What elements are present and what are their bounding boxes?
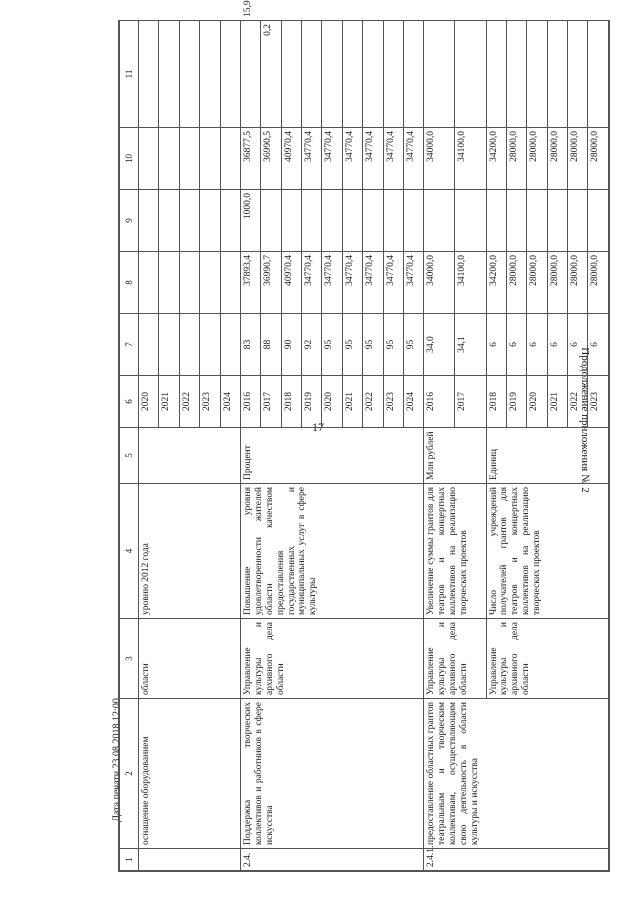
total-funding-cell: 40970,4 xyxy=(281,252,301,314)
column-number: 6 xyxy=(120,376,139,428)
indicator-value-cell: 88 xyxy=(261,314,281,376)
funding-col10-cell xyxy=(342,21,362,128)
column-number: 8 xyxy=(120,252,139,314)
funding-col9-cell: 28000,0 xyxy=(568,128,588,190)
total-funding-cell: 34770,4 xyxy=(383,252,403,314)
year-cell: 2017 xyxy=(455,376,486,428)
funding-col9-cell xyxy=(159,128,179,190)
funding-col8-cell xyxy=(200,190,220,252)
funding-col9-cell: 36877,5 xyxy=(240,128,260,190)
indicator-cell: Увеличение суммы грантов для театров и концертных коллективов на реализацию творческих проектов xyxy=(424,484,486,619)
total-funding-cell: 34200,0 xyxy=(486,252,506,314)
indicator-value-cell xyxy=(200,314,220,376)
year-cell: 2019 xyxy=(506,376,526,428)
funding-col8-cell xyxy=(506,190,526,252)
funding-col10-cell xyxy=(527,21,547,128)
number-cell xyxy=(139,849,241,871)
indicator-value-cell: 83 xyxy=(240,314,260,376)
funding-col8-cell xyxy=(383,190,403,252)
year-cell: 2020 xyxy=(527,376,547,428)
funding-col8-cell xyxy=(363,190,383,252)
funding-col8-cell xyxy=(139,190,159,252)
year-cell: 2016 xyxy=(424,376,455,428)
indicator-value-cell: 6 xyxy=(486,314,506,376)
funding-col8-cell xyxy=(486,190,506,252)
indicator-cell: Число учреждений получателей грантов для театров и концертных коллективов на реализацию творческих проектов xyxy=(486,484,608,619)
funding-col10-cell xyxy=(383,21,403,128)
funding-col9-cell: 28000,0 xyxy=(506,128,526,190)
funding-col8-cell xyxy=(547,190,567,252)
funding-col9-cell: 34770,4 xyxy=(403,128,423,190)
total-funding-cell: 28000,0 xyxy=(506,252,526,314)
total-funding-cell xyxy=(200,252,220,314)
indicator-value-cell: 92 xyxy=(302,314,322,376)
indicator-value-cell xyxy=(179,314,199,376)
funding-col8-cell xyxy=(322,190,342,252)
funding-col8-cell xyxy=(342,190,362,252)
total-funding-cell: 34770,4 xyxy=(322,252,342,314)
funding-col9-cell: 40970,4 xyxy=(281,128,301,190)
appendix-label: Продолжение приложения № 2 xyxy=(579,347,591,493)
funding-col10-cell xyxy=(424,21,455,128)
executor-cell: Управление культуры и архивного дела области xyxy=(486,619,608,699)
unit-cell: Единиц xyxy=(486,428,608,484)
funding-col10-cell xyxy=(302,21,322,128)
funding-col9-cell: 34000,0 xyxy=(424,128,455,190)
total-funding-cell xyxy=(159,252,179,314)
year-cell: 2024 xyxy=(403,376,423,428)
column-number: 2 xyxy=(120,699,139,849)
funding-col9-cell: 34770,4 xyxy=(363,128,383,190)
indicator-value-cell: 95 xyxy=(342,314,362,376)
funding-col10-cell xyxy=(403,21,423,128)
column-number: 1 xyxy=(120,849,139,871)
funding-col8-cell xyxy=(220,190,240,252)
column-number: 3 xyxy=(120,619,139,699)
funding-col10-cell xyxy=(200,21,220,128)
table-row xyxy=(139,21,159,871)
funding-col10-cell xyxy=(363,21,383,128)
funding-col10-cell xyxy=(220,21,240,128)
column-number: 9 xyxy=(120,190,139,252)
total-funding-cell: 34770,4 xyxy=(302,252,322,314)
total-funding-cell xyxy=(179,252,199,314)
year-cell: 2022 xyxy=(568,376,588,428)
indicator-value-cell: 95 xyxy=(322,314,342,376)
funding-col8-cell xyxy=(261,190,281,252)
funding-col10-cell xyxy=(588,21,609,128)
column-number: 4 xyxy=(120,484,139,619)
indicator-value-cell: 6 xyxy=(506,314,526,376)
total-funding-cell: 28000,0 xyxy=(547,252,567,314)
section-number-cell: 2.4. xyxy=(240,849,423,871)
indicator-value-cell: 34,1 xyxy=(455,314,486,376)
funding-col8-cell xyxy=(281,190,301,252)
funding-col9-cell: 34770,4 xyxy=(322,128,342,190)
indicator-value-cell: 6 xyxy=(588,314,609,376)
indicator-value-cell: 34,0 xyxy=(424,314,455,376)
year-cell: 2019 xyxy=(302,376,322,428)
funding-col9-cell: 34100,0 xyxy=(455,128,486,190)
executor-cell: Управление культуры и архивного дела области xyxy=(424,619,486,699)
activity-name-cell: оснащение оборудованием xyxy=(139,699,241,849)
funding-col10-cell xyxy=(455,21,486,128)
total-funding-cell: 28000,0 xyxy=(568,252,588,314)
total-funding-cell: 34770,4 xyxy=(363,252,383,314)
funding-col9-cell: 28000,0 xyxy=(588,128,609,190)
activity-name-cell: Поддержка творческих коллективов и работников в сфере искусства xyxy=(240,699,423,849)
funding-col8-cell xyxy=(527,190,547,252)
total-funding-cell: 34000,0 xyxy=(424,252,455,314)
year-cell: 2022 xyxy=(363,376,383,428)
year-cell: 2020 xyxy=(139,376,159,428)
funding-col9-cell: 34770,4 xyxy=(302,128,322,190)
funding-col10-cell xyxy=(139,21,159,128)
page-number: 17 xyxy=(312,420,324,434)
funding-col9-cell xyxy=(139,128,159,190)
total-funding-cell: 34770,4 xyxy=(403,252,423,314)
total-funding-cell: 34100,0 xyxy=(455,252,486,314)
funding-col9-cell: 28000,0 xyxy=(547,128,567,190)
indicator-cell: уровню 2012 года xyxy=(139,484,241,619)
funding-col10-cell xyxy=(547,21,567,128)
funding-col8-cell xyxy=(588,190,609,252)
funding-col8-cell xyxy=(403,190,423,252)
indicator-cell: Повышение уровня удовлетворенности жителей области качеством предоставления государственных и муниципальных услуг в сфере культуры xyxy=(240,484,423,619)
year-cell: 2018 xyxy=(281,376,301,428)
year-cell: 2021 xyxy=(342,376,362,428)
indicator-value-cell xyxy=(220,314,240,376)
funding-col8-cell xyxy=(455,190,486,252)
funding-col9-cell xyxy=(200,128,220,190)
total-funding-cell: 34770,4 xyxy=(342,252,362,314)
funding-col9-cell: 36990,5 xyxy=(261,128,281,190)
funding-col10-cell xyxy=(240,21,260,128)
indicator-value-cell: 6 xyxy=(568,314,588,376)
year-cell: 2018 xyxy=(486,376,506,428)
funding-col10-cell xyxy=(506,21,526,128)
total-funding-cell xyxy=(139,252,159,314)
table-row xyxy=(424,21,455,871)
program-table-rotated xyxy=(119,0,609,871)
indicator-value-cell: 6 xyxy=(527,314,547,376)
funding-col10-cell: 0,2 xyxy=(261,21,281,128)
total-funding-cell: 36990,7 xyxy=(261,252,281,314)
indicator-value-cell: 95 xyxy=(403,314,423,376)
indicator-value-cell: 90 xyxy=(281,314,301,376)
column-number: 10 xyxy=(120,128,139,190)
total-funding-cell: 28000,0 xyxy=(588,252,609,314)
year-cell: 2016 xyxy=(240,376,260,428)
funding-col10-cell xyxy=(281,21,301,128)
table-row: 2.4. Поддержка творческих коллективов и работников в сфере искусства Управление культуры и архивного дела области Повышение уровня удовлетворенности жителей области качеством предоставления государственных и муниципальных услуг в сфере культуры Процент 2016 83 37893,4 1000,0 36877,5 15,9 xyxy=(240,21,260,871)
funding-col9-cell: 34200,0 xyxy=(486,128,506,190)
unit-cell xyxy=(139,428,241,484)
indicator-value-cell: 6 xyxy=(547,314,567,376)
year-cell: 2017 xyxy=(261,376,281,428)
total-funding-cell: 28000,0 xyxy=(527,252,547,314)
year-cell: 2023 xyxy=(200,376,220,428)
year-cell: 2020 xyxy=(322,376,342,428)
year-cell: 2022 xyxy=(179,376,199,428)
funding-col10-cell xyxy=(159,21,179,128)
column-number-row xyxy=(120,21,139,871)
funding-col8-cell xyxy=(568,190,588,252)
program-table xyxy=(119,0,609,871)
column-number: 7 xyxy=(120,314,139,376)
funding-col9-cell: 34770,4 xyxy=(383,128,403,190)
activity-name-cell: предоставление областных грантов театральным и творческим коллективам, осуществляющим свою деятельность в области культуры и искусства xyxy=(424,699,609,849)
total-funding-cell: 37893,4 xyxy=(240,252,260,314)
indicator-value-cell xyxy=(159,314,179,376)
funding-col8-cell xyxy=(424,190,455,252)
column-number: 5 xyxy=(120,428,139,484)
indicator-value-cell: 95 xyxy=(363,314,383,376)
funding-col9-cell: 28000,0 xyxy=(527,128,547,190)
unit-cell: Млн рублей xyxy=(424,428,486,484)
executor-cell: области xyxy=(139,619,241,699)
funding-col8-cell xyxy=(179,190,199,252)
year-cell: 2023 xyxy=(588,376,609,428)
indicator-value-cell xyxy=(139,314,159,376)
funding-col9-cell xyxy=(179,128,199,190)
funding-col9-cell: 34770,4 xyxy=(342,128,362,190)
funding-col10-cell xyxy=(179,21,199,128)
program-table-body xyxy=(120,0,609,871)
program-table-frame xyxy=(118,0,610,872)
print-date: Дата печати 23.08.2018 12:00 xyxy=(111,698,123,822)
funding-col10-cell xyxy=(486,21,506,128)
year-cell: 2021 xyxy=(547,376,567,428)
column-number: 11 xyxy=(120,21,139,128)
total-funding-cell xyxy=(220,252,240,314)
year-cell: 2024 xyxy=(220,376,240,428)
indicator-value-cell: 95 xyxy=(383,314,403,376)
funding-col10-cell xyxy=(322,21,342,128)
funding-col9-cell xyxy=(220,128,240,190)
year-cell: 2021 xyxy=(159,376,179,428)
funding-col8-cell xyxy=(159,190,179,252)
funding-col8-cell xyxy=(302,190,322,252)
executor-cell: Управление культуры и архивного дела области xyxy=(240,619,423,699)
funding-col10-cell xyxy=(568,21,588,128)
unit-cell: Процент xyxy=(240,428,423,484)
year-cell: 2023 xyxy=(383,376,403,428)
section-number-cell: 2.4.1. xyxy=(424,849,609,871)
funding-col8-cell: 1000,0 xyxy=(240,190,260,252)
